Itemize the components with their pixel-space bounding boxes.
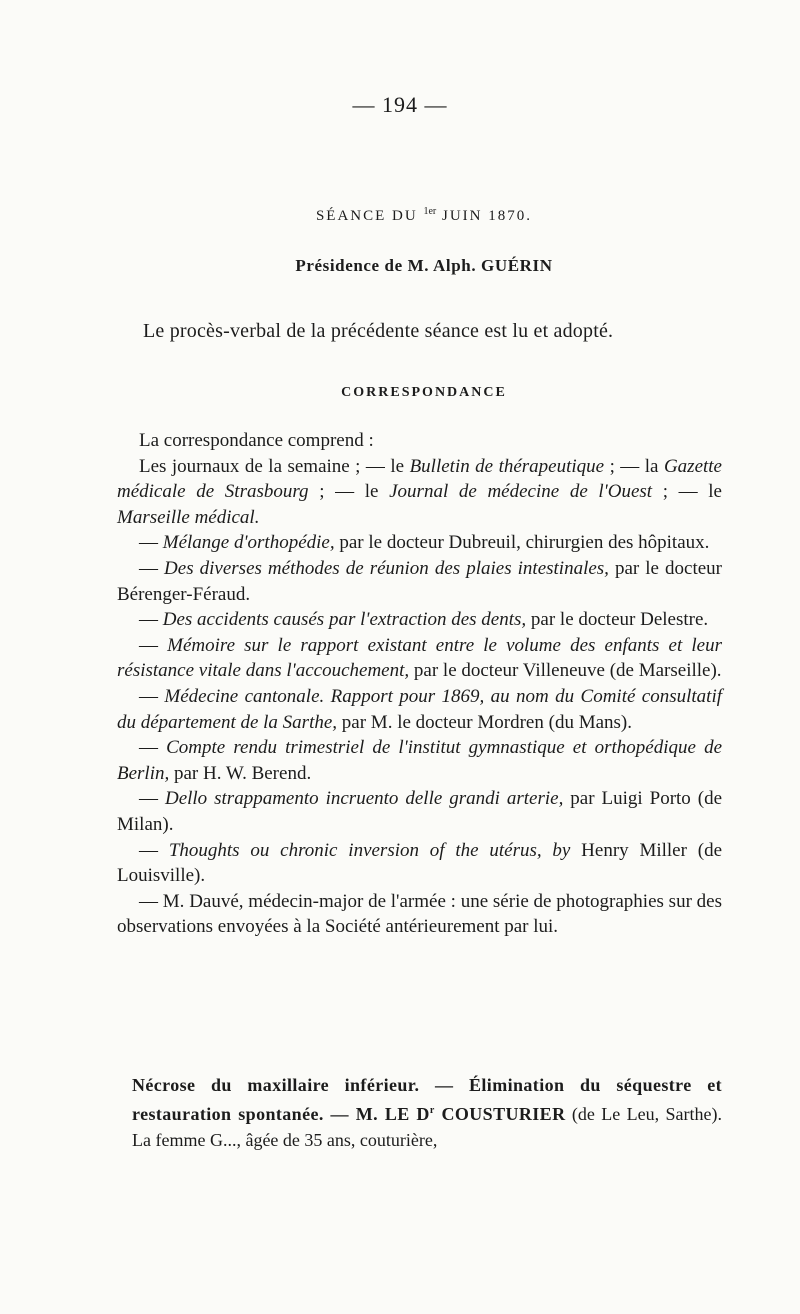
necrose-title: Nécrose du maxillaire inférieur. — Élimination du séquestre et restauration spontanée. — M. LE D (132, 1075, 722, 1124)
item-title: Mémoire sur le rapport existant entre le volume des enfants et leur résistance vitale dans l'accouchement, (117, 634, 722, 682)
list-item: — Dello strappamento incruento delle grandi arterie, par Luigi Porto (de Milan). (117, 788, 723, 835)
item-author: par le docteur Villeneuve (de Marseille). (409, 660, 722, 682)
journaux-a: Les journaux de la semaine ; — le (139, 455, 410, 477)
item-author: par M. le docteur Mordren (du Mans). (337, 711, 632, 733)
list-item: — Des accidents causés par l'extraction des dents, par le docteur Delestre. (139, 609, 709, 631)
correspondance-intro: La correspondance comprend : (139, 430, 374, 451)
item-author: par Luigi Porto (de Milan). (117, 788, 723, 835)
item-title: Compte rendu trimestriel de l'institut gymnastique et orthopédique de Berlin, (117, 737, 722, 784)
list-item: — Des diverses méthodes de réunion des plaies intestinales, par le docteur Bérenger-Féraud. (117, 557, 722, 605)
item-title: Des diverses méthodes de réunion des plaies intestinales, (164, 557, 609, 579)
proces-verbal: Le procès-verbal de la précédente séance est lu et adopté. (143, 320, 614, 342)
journal-marseille: Marseille médical. (117, 506, 260, 528)
session-date (0, 206, 800, 225)
item-author: par le docteur Dubreuil, chirurgien des hôpitaux. (334, 532, 710, 554)
correspondance-heading: CORRESPONDANCE (341, 385, 507, 400)
item-author: par H. W. Berend. (169, 762, 312, 784)
list-item: — Mémoire sur le rapport existant entre le volume des enfants et leur résistance vitale dans l'accouchement, par le docteur Villeneuve (de Marseille). (117, 634, 722, 682)
session-date-pre: SÉANCE DU (315, 208, 424, 224)
journal-gazette: Gazette médicale de Strasbourg (117, 455, 722, 503)
necrose-text: (de Le Leu, Sarthe). La femme G..., âgée de 35 ans, couturière, (132, 1104, 722, 1150)
item-author: Henry Miller (de Louisville). (117, 839, 723, 887)
journaux-c: ; — la (604, 455, 664, 477)
journal-bulletin: Bulletin de thérapeutique (409, 455, 605, 477)
item-title: Médecine cantonale. Rapport pour 1869, au nom du Comité consultatif du département de la Sarthe, (117, 685, 722, 733)
list-item: — Mélange d'orthopédie, par le docteur Dubreuil, chirurgien des hôpitaux. (139, 532, 710, 554)
item-title: Dello strappamento incruento delle grandi arterie, (164, 788, 564, 810)
page-number: — 194 — (352, 92, 448, 117)
necrose-title-sup: r (429, 1105, 435, 1116)
item-author: par le docteur Bérenger-Féraud. (117, 557, 722, 605)
correspondance-body (117, 428, 722, 940)
presidence-line: Présidence de M. Alph. GUÉRIN (295, 256, 553, 275)
journaux-paragraph (117, 454, 722, 531)
list-item: — Compte rendu trimestriel de l'institut gymnastique et orthopédique de Berlin, par H. W. Berend. (117, 737, 722, 784)
journal-ouest: Journal de médecine de l'Ouest (389, 481, 653, 503)
item-title: Thoughts ou chronic inversion of the utérus, by (168, 839, 571, 861)
session-date-post: JUIN 1870. (436, 208, 533, 224)
journaux-e: ; — le (308, 481, 390, 503)
item-author: par le docteur Delestre. (526, 609, 709, 631)
item-title: Des accidents causés par l'extraction des dents, (162, 609, 527, 631)
list-item: — Thoughts ou chronic inversion of the utérus, by Henry Miller (de Louisville). (117, 839, 723, 887)
necrose-author: COUSTURIER (434, 1104, 566, 1124)
journaux-g: ; — le (652, 481, 722, 503)
list-item: — Médecine cantonale. Rapport pour 1869, au nom du Comité consultatif du département de la Sarthe, par M. le docteur Mordren (du Mans). (117, 685, 722, 733)
session-date-sup: 1er (423, 206, 437, 217)
dauve-paragraph: — M. Dauvé, médecin-major de l'armée : une série de photographies sur des observations envoyées à la Société antérieurement par lui. (117, 890, 722, 938)
necrose-paragraph (132, 1072, 722, 1153)
item-title: Mélange d'orthopédie, (162, 532, 335, 554)
